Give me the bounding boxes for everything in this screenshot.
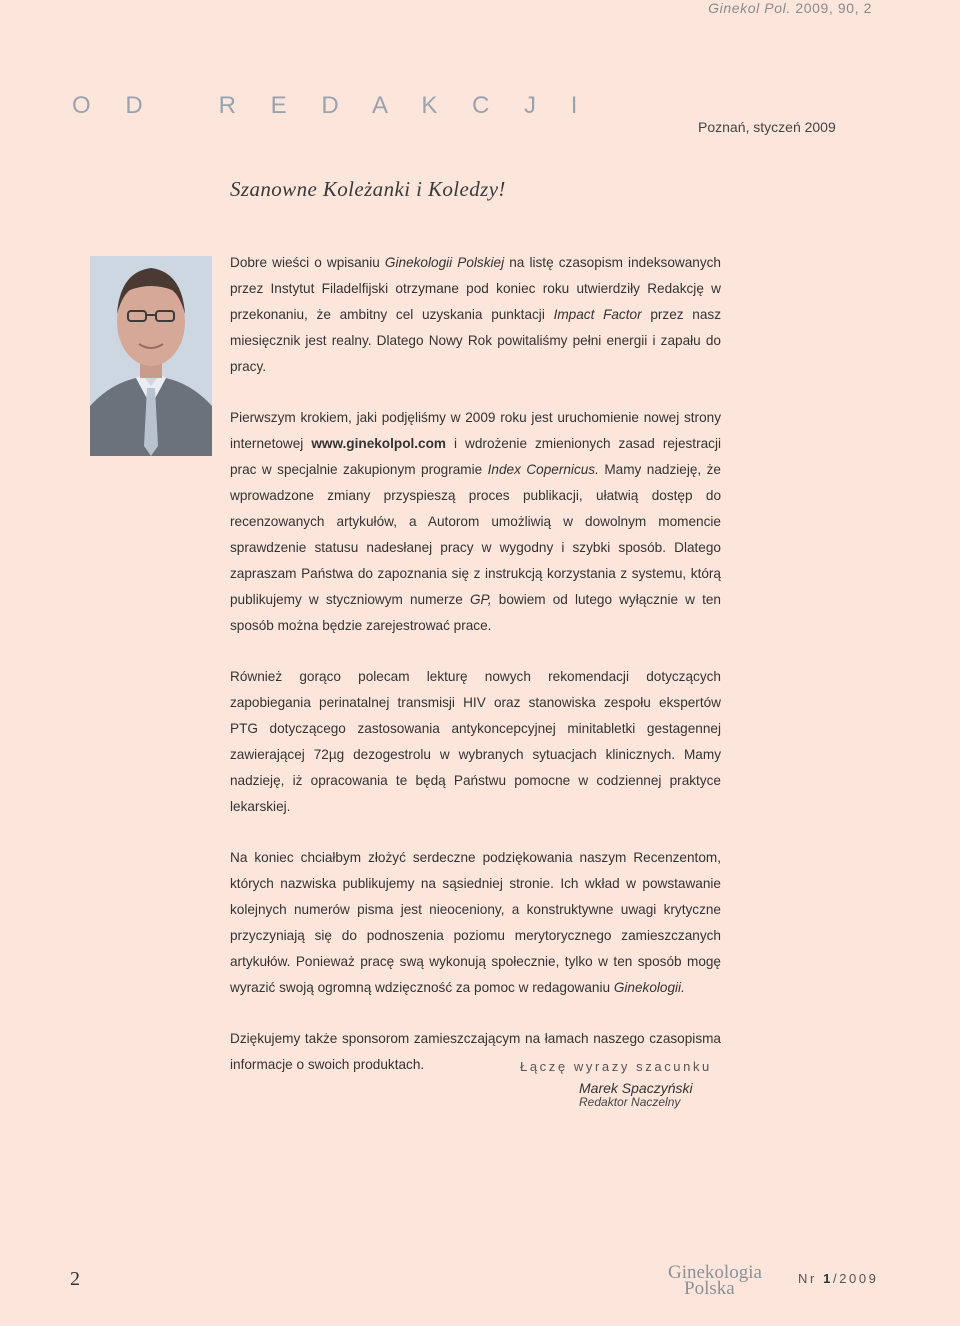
place-date: Poznań, styczeń 2009 xyxy=(698,119,836,135)
paragraph-5: Dziękujemy także sponsorom zamieszczającym na łamach naszego czasopisma informacje o swoich produktach. xyxy=(230,1031,721,1072)
letter-body xyxy=(230,250,721,1103)
logo-line-1: Ginekologia xyxy=(668,1262,762,1283)
paragraph-3: Również gorąco polecam lekturę nowych rekomendacji dotyczących zapobiegania perinatalnej transmisji HIV oraz stanowiska zespołu ekspertów PTG dotyczącego zastosowania antykoncepcyjnej minitabletki gestagennej zawierającej 72µg dezogestrolu w wybranych sytuacjach klinicznych. Mamy nadzieję, iż opracowania te będą Państwu pomocne w codziennej praktyce lekarskiej. xyxy=(230,669,721,814)
journal-name: Ginekol Pol. xyxy=(708,0,791,16)
paragraph-2: Pierwszym krokiem, jaki podjęliśmy w 2009 roku jest uruchomienie nowej strony internetowej www.ginekolpol.com i wdrożenie zmienionych zasad rejestracji prac w specjalnie zakupionym programie Index Copernicus. Mamy nadzieję, że wprowadzone zmiany przyspieszą proces publikacji, ułatwią dostęp do recenzowanych artykułów, a Autorom umożliwią w dowolnym momencie sprawdzenie statusu nadesłanej pracy w wygodny i szybki sposób. Dlatego zapraszam Państwa do zapoznania się z instrukcją korzystania z systemu, którą publikujemy w styczniowym numerze GP, bowiem od lutego wyłącznie w ten sposób można będzie zarejestrować prace. xyxy=(230,410,721,633)
signature-name: Marek Spaczyński xyxy=(579,1080,693,1096)
ginekologia-polska-logo-icon xyxy=(668,1262,778,1298)
salutation: Szanowne Koleżanki i Koledzy! xyxy=(230,177,506,201)
issue-number: Nr 1/2009 xyxy=(798,1271,879,1286)
journal-citation xyxy=(708,0,872,16)
journal-logo xyxy=(668,1262,778,1298)
editor-portrait xyxy=(90,256,212,456)
signature-role: Redaktor Naczelny xyxy=(579,1095,681,1109)
paragraph-1: Dobre wieści o wpisaniu Ginekologii Polskiej na listę czasopism indeksowanych przez Instytut Filadelfijski otrzymane pod koniec roku utwierdziły Redakcję w przekonaniu, że ambitny cel uzyskania punktacji Impact Factor przez nasz miesięcznik jest realny. Dlatego Nowy Rok powitaliśmy pełni energii i zapału do pracy. xyxy=(230,255,721,374)
website-link[interactable]: www.ginekolpol.com xyxy=(311,436,447,451)
logo-line-2: Polska xyxy=(684,1278,735,1298)
closing-phrase: Łączę wyrazy szacunku xyxy=(520,1059,712,1074)
page-number: 2 xyxy=(70,1268,80,1290)
section-title: O D R E D A K C J I xyxy=(72,92,592,119)
portrait-photo-icon xyxy=(90,256,212,456)
citation-details: 2009, 90, 2 xyxy=(795,0,872,16)
paragraph-4: Na koniec chciałbym złożyć serdeczne podziękowania naszym Recenzentom, których nazwiska publikujemy na sąsiedniej stronie. Ich wkład w powstawanie kolejnych numerów pisma jest nieoceniony, a konstruktywne uwagi krytyczne przyczyniają się do podnoszenia poziomu merytorycznego zamieszczanych artykułów. Ponieważ pracę swą wykonują społecznie, tylko w ten sposób mogę wyrazić swoją ogromną wdzięczność za pomoc w redagowaniu Ginekologii. xyxy=(230,850,721,995)
